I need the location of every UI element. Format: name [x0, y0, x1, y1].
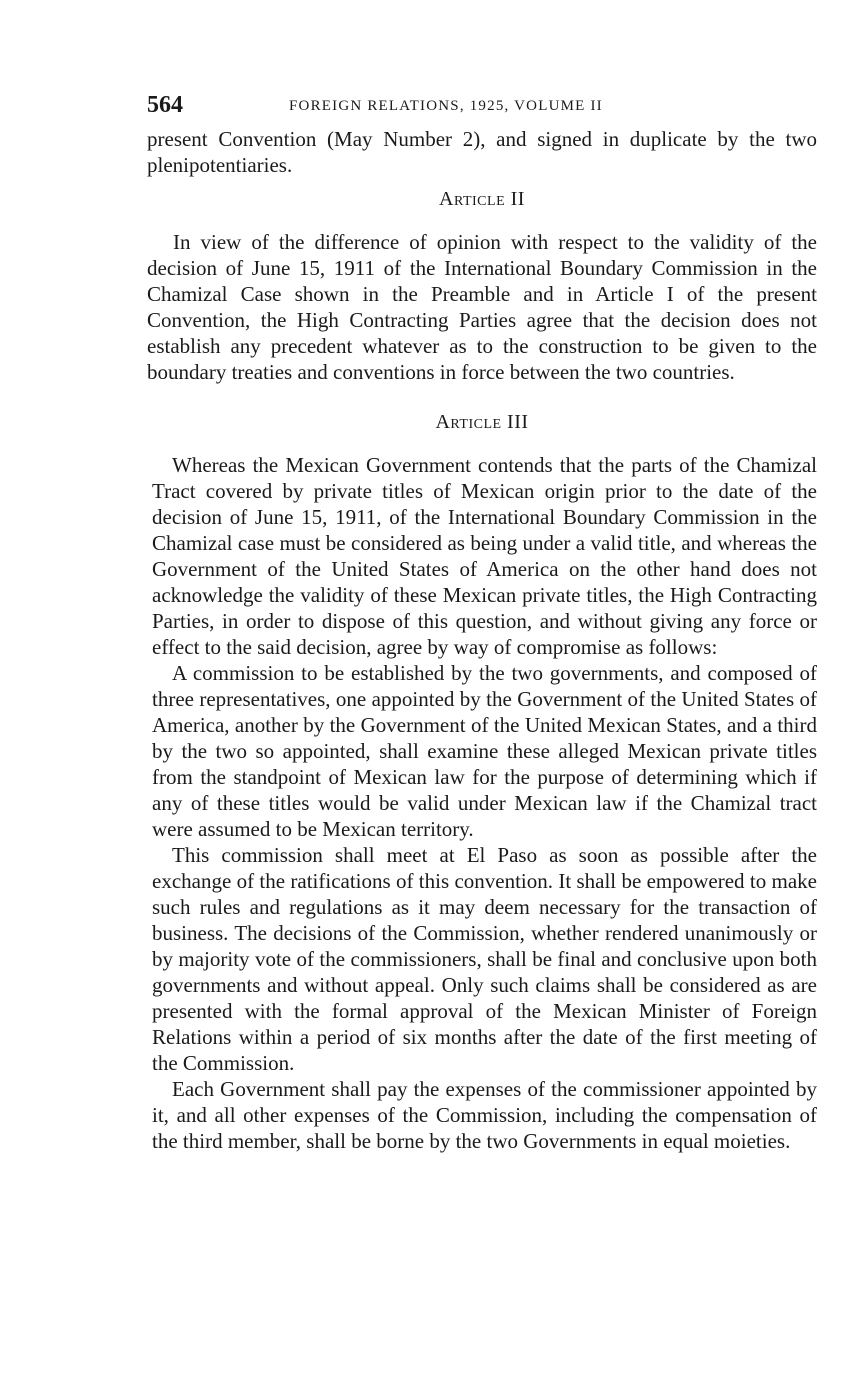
page-number: 564: [147, 92, 183, 118]
running-title: FOREIGN RELATIONS, 1925, VOLUME II: [289, 98, 603, 114]
article-2-paragraph: In view of the difference of opinion with respect to the validity of the decision of June 15, 1911 of the International Boundary Commission in the Chamizal Case shown in the Preamble and in Article I of the present Convention, the High Contracting Parties agree that the decision does not establish any precedent whatever as to the construction to be given to the boundary treaties and conventions in force between the two countries.: [147, 230, 817, 384]
running-head: [147, 92, 817, 126]
article-2-heading: Article II: [439, 188, 525, 210]
commission-provisions: [152, 660, 817, 1154]
document-page: [147, 92, 817, 1154]
article-3-paragraph: Each Government shall pay the expenses of the commissioner appointed by it, and all other expenses of the Commission, including the compensation of the third member, shall be borne by the two Governments in equal moieties.: [152, 1077, 817, 1153]
article-3-body: [152, 452, 817, 660]
article-3-paragraph: A commission to be established by the two governments, and composed of three representatives, one appointed by the Government of the United States of America, another by the Government of the United Mexican States, and a third by the two so appointed, shall examine these alleged Mexican private titles from the standpoint of Mexican law for the purpose of determining which if any of these titles would be valid under Mexican law if the Chamizal tract were assumed to be Mexican territory.: [152, 661, 817, 841]
continuation-paragraph: present Convention (May Number 2), and signed in duplicate by the two plenipotentiaries.: [147, 127, 817, 177]
article-3-paragraph: Whereas the Mexican Government contends that the parts of the Chamizal Tract covered by private titles of Mexican origin prior to the date of the decision of June 15, 1911, of the International Boundary Commission in the Chamizal case must be considered as being under a valid title, and whereas the Government of the United States of America on the other hand does not acknowledge the validity of these Mexican private titles, the High Contracting Parties, in order to dispose of this question, and without giving any force or effect to the said decision, agree by way of compromise as follows:: [152, 453, 817, 659]
article-3-heading: Article III: [435, 411, 529, 433]
article-3-paragraph: This commission shall meet at El Paso as soon as possible after the exchange of the ratifications of this convention. It shall be empowered to make such rules and regulations as it may deem necessary for the transaction of business. The decisions of the Commission, whether rendered unanimously or by majority vote of the commissioners, shall be final and conclusive upon both governments and without appeal. Only such claims shall be considered as are presented with the formal approval of the Mexican Minister of Foreign Relations within a period of six months after the date of the first meeting of the Commission.: [152, 843, 817, 1075]
